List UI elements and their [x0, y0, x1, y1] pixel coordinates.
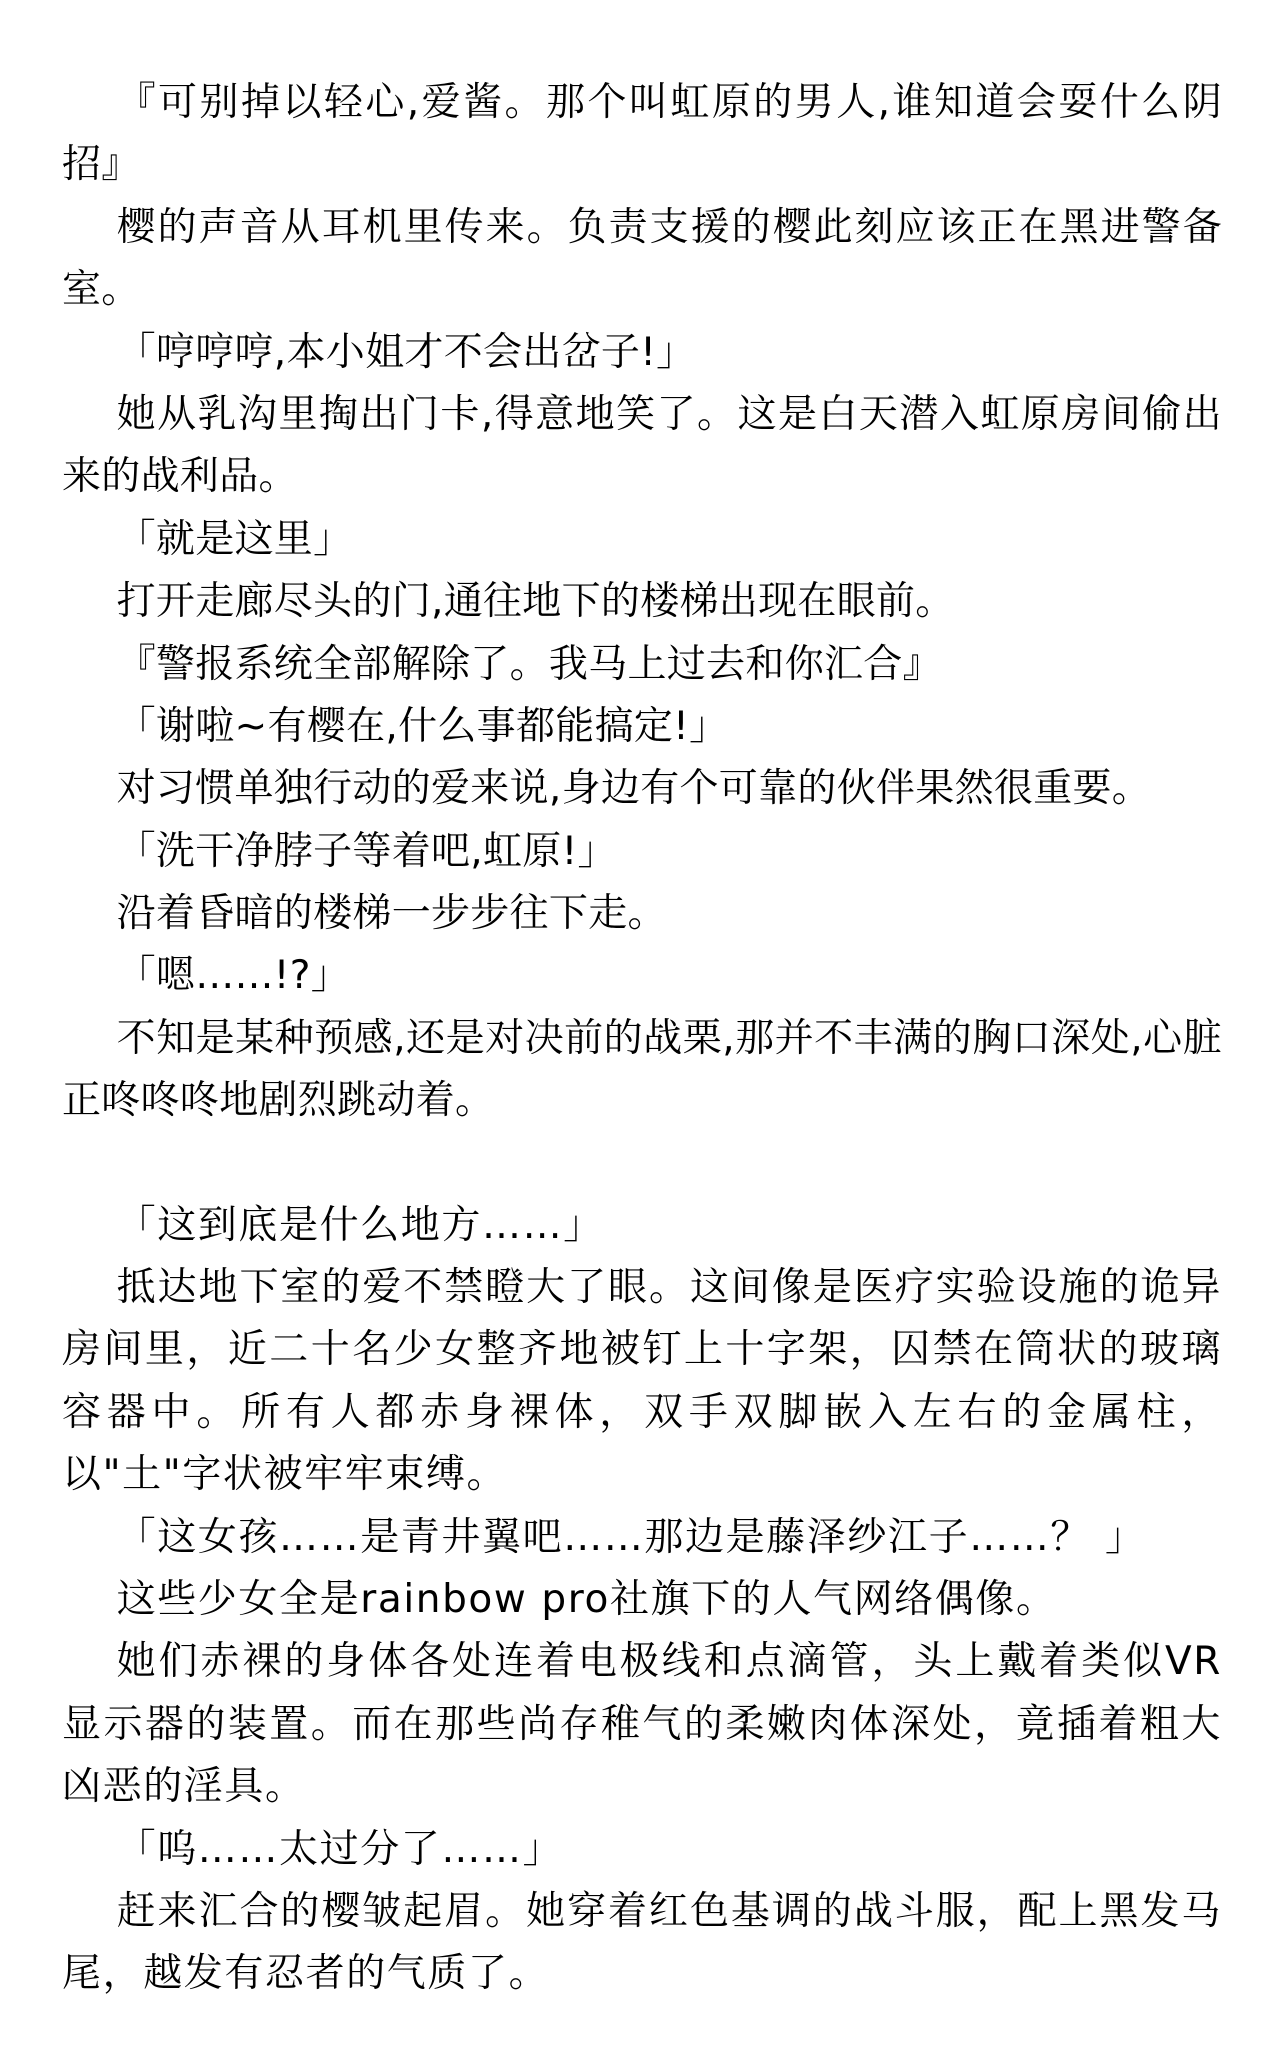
paragraph: 「谢啦~有樱在,什么事都能搞定!」 [116, 703, 729, 749]
paragraph: 打开走廊尽头的门,通往地下的楼梯出现在眼前。 [116, 579, 955, 625]
paragraph: 「这女孩……是青井翼吧……那边是藤泽纱江子……？ 」 [116, 1514, 1146, 1560]
paragraph: 沿着昏暗的楼梯一步步往下走。 [116, 891, 667, 937]
paragraph: 对习惯单独行动的爱来说,身边有个可靠的伙伴果然很重要。 [116, 766, 1152, 812]
paragraph: 「呜……太过分了……」 [116, 1826, 564, 1872]
section-break [62, 1133, 1222, 1195]
paragraph: 樱的声音从耳机里传来。负责支援的樱此刻应该正在黑进警备室。 [62, 204, 1222, 313]
paragraph: 不知是某种预感,还是对决前的战栗,那并不丰满的胸口深处,心脏正咚咚咚地剧烈跳动着。 [62, 1015, 1222, 1124]
paragraph: 『可别掉以轻心,爱酱。那个叫虹原的男人,谁知道会耍什么阴招』 [62, 80, 1222, 188]
text-block-scene-two [62, 1195, 1222, 2006]
paragraph: 这些少女全是rainbow pro社旗下的人气网络偶像。 [116, 1576, 1057, 1622]
paragraph: 她们赤裸的身体各处连着电极线和点滴管，头上戴着类似VR显示器的装置。而在那些尚存稚气的柔嫩肉体深处，竟插着粗大凶恶的淫具。 [62, 1639, 1222, 1810]
paragraph: 『警报系统全部解除了。我马上过去和你汇合』 [116, 641, 942, 687]
paragraph: 「哼哼哼,本小姐才不会出岔子!」 [116, 329, 696, 375]
paragraph: 「这到底是什么地方……」 [116, 1202, 604, 1248]
paragraph: 「洗干净脖子等着吧,虹原!」 [116, 828, 617, 874]
paragraph: 「嗯……!?」 [116, 953, 351, 999]
paragraph: 她从乳沟里掏出门卡,得意地笑了。这是白天潜入虹原房间偷出来的战利品。 [62, 391, 1222, 500]
paragraph: 赶来汇合的樱皱起眉。她穿着红色基调的战斗服，配上黑发马尾，越发有忍者的气质了。 [62, 1888, 1222, 1997]
paragraph: 「就是这里」 [116, 516, 353, 562]
text-block-scene-one [62, 72, 1222, 1133]
paragraph: 抵达地下室的爱不禁瞪大了眼。这间像是医疗实验设施的诡异房间里，近二十名少女整齐地被钉上十字架，囚禁在筒状的玻璃容器中。所有人都赤身裸体，双手双脚嵌入左右的金属柱，以"土"字状被牢牢束缚。 [62, 1265, 1222, 1498]
